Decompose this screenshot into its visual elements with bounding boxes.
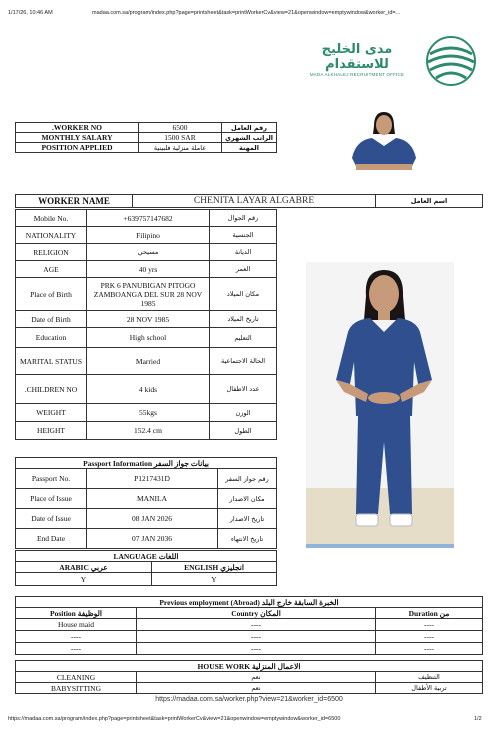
summary-value: 1500 SAR (139, 133, 222, 143)
detail-arabic-label: رقم الجوال (210, 210, 277, 227)
worker-profile-link[interactable]: https://madaa.com.sa/worker.php?view=21&worker_id=6500 (155, 696, 343, 703)
detail-label: NATIONALITY (16, 227, 87, 244)
language-arabic-label: ARABIC عربي (16, 562, 152, 573)
worker-full-body-image (306, 262, 454, 548)
print-url-top: madaa.com.sa/program/index.php?page=printsheet&task=printWorkerCv&view=21&openwindow=emptywindow&worker_id=... (92, 10, 401, 16)
passport-label: End Date (16, 529, 87, 549)
summary-label: POSITION APPLIED (16, 143, 139, 153)
summary-arabic-label: المهنة (222, 143, 277, 153)
detail-label: .CHILDREN NO (16, 375, 87, 404)
table-row-cell: ---- (137, 643, 376, 655)
detail-arabic-label: الوزن (210, 404, 277, 422)
table-row-cell: ---- (376, 643, 483, 655)
passport-label: Place of Issue (16, 489, 87, 509)
language-title: LANGUAGE اللغات (16, 551, 277, 562)
detail-arabic-label: تاريخ الميلاد (210, 311, 277, 328)
detail-label: Education (16, 328, 87, 348)
table-row-cell: ---- (16, 631, 137, 643)
passport-label: Passport No. (16, 469, 87, 489)
housework-arabic-label: تربية الأطفال (376, 683, 483, 694)
detail-label: RELIGION (16, 244, 87, 261)
detail-value: Married (87, 348, 210, 375)
detail-label: Place of Birth (16, 278, 87, 311)
employment-header-duration: Duration من (376, 608, 483, 619)
passport-value: 08 JAN 2026 (87, 509, 218, 529)
detail-label: Date of Birth (16, 311, 87, 328)
table-row-cell: House maid (16, 619, 137, 631)
worker-name-label: WORKER NAME (16, 195, 133, 208)
language-english-label: ENGLISH انجليزي (152, 562, 277, 573)
language-table (15, 550, 277, 586)
detail-arabic-label: الديانة (210, 244, 277, 261)
detail-value: 40 yrs (87, 261, 210, 278)
detail-value: PRK 6 PANUBIGAN PITOGO ZAMBOANGA DEL SUR 28 NOV 1985 (87, 278, 210, 311)
logo-english-name: MADA ALKHALEJ RECRUITMENT OFFICE (309, 72, 405, 77)
passport-table (15, 457, 277, 549)
summary-value: 6500 (139, 123, 222, 133)
summary-arabic-label: الراتب الشهري (222, 133, 277, 143)
housework-arabic-label: التنظيف (376, 672, 483, 683)
logo-block (302, 42, 412, 77)
housework-value: نعم (137, 672, 376, 683)
passport-value: MANILA (87, 489, 218, 509)
detail-label: Mobile No. (16, 210, 87, 227)
passport-arabic-label: تاريخ الانتهاء (218, 529, 277, 549)
language-english-value: Y (152, 573, 277, 586)
worker-photo-full (306, 262, 454, 548)
detail-value: 152.4 cm (87, 422, 210, 440)
passport-label: Date of Issue (16, 509, 87, 529)
detail-value: 4 kids (87, 375, 210, 404)
passport-title: Passport Information بيانات جواز السفر (16, 458, 277, 469)
employment-table (15, 596, 483, 655)
table-row-cell: ---- (376, 619, 483, 631)
worker-details-table (15, 209, 277, 440)
table-row-cell: ---- (137, 631, 376, 643)
globe-logo-icon (424, 34, 478, 88)
detail-value: +639757147682 (87, 210, 210, 227)
summary-label: .WORKER NO (16, 123, 139, 133)
summary-value: عاملة منزلية فلبينية (139, 143, 222, 153)
worker-photo-small (338, 108, 430, 178)
detail-label: AGE (16, 261, 87, 278)
summary-label: MONTHLY SALARY (16, 133, 139, 143)
worker-name-table (15, 194, 483, 208)
print-datetime: 1/17/26, 10:46 AM (8, 10, 53, 16)
print-url-bottom: https://madaa.com.sa/program/index.php?page=printsheet&task=printWorkerCv&view=21&openwindow=emptywindow&worker_id=6500 (8, 716, 341, 722)
table-row-cell: ---- (376, 631, 483, 643)
detail-value: High school (87, 328, 210, 348)
detail-arabic-label: الجنسية (210, 227, 277, 244)
detail-label: WEIGHT (16, 404, 87, 422)
language-arabic-value: Y (16, 573, 152, 586)
employment-header-country: Country المكان (137, 608, 376, 619)
housework-label: BABYSITTING (16, 683, 137, 694)
employment-header-position: Position الوظيفة (16, 608, 137, 619)
detail-arabic-label: العمر (210, 261, 277, 278)
detail-arabic-label: الطول (210, 422, 277, 440)
passport-arabic-label: مكان الاصدار (218, 489, 277, 509)
summary-arabic-label: رقم العامل (222, 123, 277, 133)
table-row-cell: ---- (16, 643, 137, 655)
detail-arabic-label: مكان الميلاد (210, 278, 277, 311)
housework-value: نعم (137, 683, 376, 694)
detail-arabic-label: عدد الاطفال (210, 375, 277, 404)
worker-name-arabic-label: اسم العامل (376, 195, 483, 208)
housework-table (15, 660, 483, 694)
detail-label: HEIGHT (16, 422, 87, 440)
housework-title: HOUSE WORK الاعمال المنزلية (16, 661, 483, 672)
passport-value: 07 JAN 2036 (87, 529, 218, 549)
housework-label: CLEANING (16, 672, 137, 683)
detail-label: MARITAL STATUS (16, 348, 87, 375)
page-count: 1/2 (474, 716, 482, 722)
detail-value: 55kgs (87, 404, 210, 422)
table-row-cell: ---- (137, 619, 376, 631)
passport-arabic-label: رقم جواز السفر (218, 469, 277, 489)
passport-value: P1217431D (87, 469, 218, 489)
summary-table (15, 122, 277, 153)
passport-arabic-label: تاريخ الاصدار (218, 509, 277, 529)
detail-arabic-label: الحالة الاجتماعية (210, 348, 277, 375)
employment-title: Previous employment (Abroad) الخبرة السابقة خارج البلد (16, 597, 483, 608)
logo-arabic-name: مدى الخليج للاستقدام (321, 42, 393, 72)
worker-name-value: CHENITA LAYAR ALGABRE (133, 195, 376, 208)
detail-value: 28 NOV 1985 (87, 311, 210, 328)
detail-value: مسيحي (87, 244, 210, 261)
detail-value: Filipino (87, 227, 210, 244)
detail-arabic-label: التعليم (210, 328, 277, 348)
